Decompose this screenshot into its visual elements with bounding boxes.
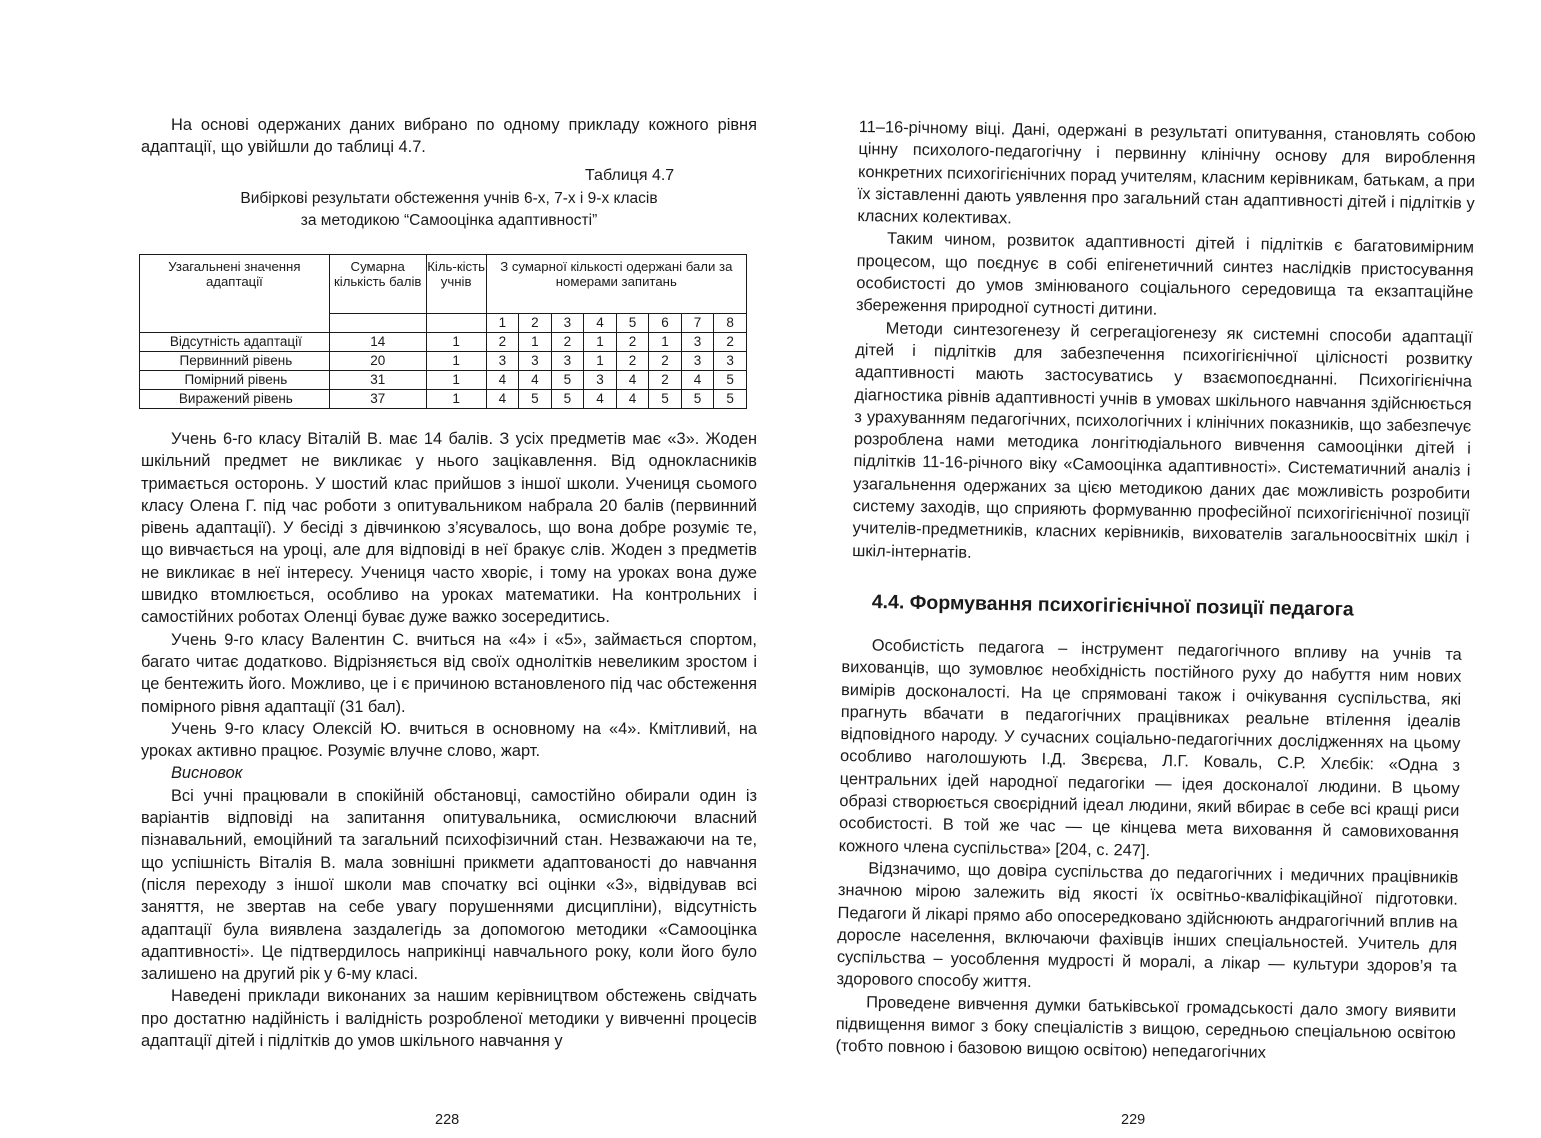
score-cell: 2	[649, 371, 682, 390]
question-number: 5	[616, 314, 649, 333]
section-heading: 4.4. Формування психогігієнічної позиції педагога	[871, 590, 1354, 621]
left-intro	[141, 114, 757, 159]
paragraph: Таким чином, розвиток адаптивності дітей і підлітків є багатовимірним процесом, що поєднує в собі епігенетичний синтез наслідків пристосування особистості до умов змінюваного соціального середовища та екзаптаційне збереження природної сутності дитини.	[855, 229, 1475, 320]
count-cell: 1	[426, 352, 486, 371]
right-body-text	[835, 634, 1462, 1067]
score-cell: 1	[519, 333, 552, 352]
question-number: 4	[584, 314, 617, 333]
score-cell: 2	[616, 333, 649, 352]
score-cell: 5	[714, 390, 747, 409]
paragraph: 11–16-річному віці. Дані, одержані в результаті опитування, становлять собою цінну психолого-педагогічну і первинну клінічну основу для вироблення конкретних психогігієнічних порад учителям, класним керівникам, батькам, а при їх зіставленні дають уявлення про загальний стан адаптивності дітей і підлітків у класних колективах.	[857, 117, 1476, 228]
score-cell: 4	[486, 371, 519, 390]
count-cell: 1	[426, 390, 486, 409]
score-cell: 4	[616, 390, 649, 409]
score-cell: 1	[584, 333, 617, 352]
total-cell: 14	[329, 333, 426, 352]
table-cell	[426, 314, 486, 333]
table-header-row	[140, 255, 747, 314]
score-cell: 3	[681, 352, 714, 371]
column-header: Кіль-кість учнів	[426, 255, 486, 314]
paragraph: Методи синтезогенезу й сегрегаціогенезу як системні способи адаптації дітей і підлітків для забезпечення психогігієнічної цілісності розвитку адаптивності мають застосуватись у взаємопоєднанні. Психогігієнічна діагностика рівнів адаптивності учнів в умовах шкільного навчання здійснюється з урахуванням педагогічних, психологічних і клінічних показників, що забезпечує розроблена нами методика лонгітюдіального вивчення самооцінки дітей і підлітків 11-16-річного віку «Самооцінка адаптивності». Систематичний аналіз і узагальнення одержаних за цією методикою даних дає можливість розробити систему заходів, що сприяють формуванню професійної психогігієнічної позиції учителів-предметників, класних керівників, вихователів загальноосвітніх шкіл і шкіл-інтернатів.	[852, 319, 1473, 562]
score-cell: 3	[681, 333, 714, 352]
score-cell: 5	[649, 390, 682, 409]
total-cell: 20	[329, 352, 426, 371]
score-cell: 5	[681, 390, 714, 409]
score-cell: 2	[616, 352, 649, 371]
score-cell: 3	[519, 352, 552, 371]
row-label: Помірний рівень	[140, 371, 330, 390]
table-number: Таблиця 4.7	[585, 167, 675, 184]
question-number: 2	[519, 314, 552, 333]
count-cell: 1	[426, 371, 486, 390]
paragraph: Наведені приклади виконаних за нашим керівництвом обстежень свідчать про достатню надійність і валідність розробленої методики у вивченні процесів адаптації дітей і підлітків до умов шкільного навчання у	[141, 987, 757, 1051]
score-cell: 3	[714, 352, 747, 371]
right-top-text	[852, 116, 1476, 572]
table-row	[140, 371, 747, 390]
total-cell: 37	[329, 390, 426, 409]
paragraph: Особистість педагога – інструмент педагогічного впливу на учнів та вихованців, що зумовлює необхідність постійного руху до набуття ним нових вимірів досконалості. На це спрямовані також і очікування суспільства, які прагнуть вбачати в педагогічних працівниках реальне втілення ідеалів відповідного народу. У сучасних соціально-педагогічних дослідженнях на цьому особливо наголошують І.Д. Звєрєва, Л.Г. Коваль, С.Р. Хлєбік: «Одна з центральних ідей народної педагогіки — ідея досконалої людини. В цьому образі створюється своєрідний ідеал людини, який вбирає в себе всі кращі риси особистості. В той же час — це кінцева мета виховання й самовиховання кожного члена суспільства» [204, с. 247].	[838, 636, 1462, 860]
paragraph: Учень 9-го класу Валентин С. вчиться на «4» і «5», займається спортом, багато читає додатково. Відрізняється від своїх однолітків невеликим зростом і це бентежить його. Можливо, це і є причиною встановленого під час обстеження помірного рівня адаптації (31 бал).	[141, 630, 757, 716]
row-label: Відсутність адаптації	[140, 333, 330, 352]
question-number: 8	[714, 314, 747, 333]
score-cell: 5	[551, 390, 584, 409]
column-header: З сумарної кількості одержані бали за номерами запитань	[486, 255, 746, 314]
score-cell: 2	[649, 352, 682, 371]
score-cell: 4	[681, 371, 714, 390]
score-cell: 4	[584, 390, 617, 409]
table-cell	[329, 314, 426, 333]
score-cell: 2	[714, 333, 747, 352]
left-body	[141, 428, 757, 1052]
paragraph: На основі одержаних даних вибрано по одному прикладу кожного рівня адаптації, що увійшли до таблиці 4.7.	[141, 116, 757, 157]
table-row	[140, 352, 747, 371]
table-row	[140, 390, 747, 409]
table-caption	[141, 188, 757, 232]
score-cell: 2	[551, 333, 584, 352]
count-cell: 1	[426, 333, 486, 352]
column-header: Сумарна кількість балів	[329, 255, 426, 314]
table-caption-line: Вибіркові результати обстеження учнів 6-х, 7-х і 9-х класів	[240, 190, 658, 207]
score-cell: 1	[584, 352, 617, 371]
question-number: 1	[486, 314, 519, 333]
paragraph: Всі учні працювали в спокійній обстановці, самостійно обирали один із варіантів відповіді на запитання опитувальника, осмислюючи власний пізнавальний, емоційний та загальний психофізичний стан. Незважаючи на те, що успішність Віталія В. мала зовнішні прикмети адаптованості до навчання (після переходу з іншої школи мав спочатку всі оцінки «3», відвідував всі заняття, не звертав на себе увагу порушеннями дисципліни), відсутність адаптації була виявлена заздалегідь за допомогою методики «Самооцінка адаптивності». Це підтвердилось наприкінці навчального року, коли його було залишено на другий рік у 6-му класі.	[141, 786, 757, 984]
score-cell: 5	[714, 371, 747, 390]
table-row	[140, 333, 747, 352]
score-cell: 4	[519, 371, 552, 390]
total-cell: 31	[329, 371, 426, 390]
score-cell: 5	[551, 371, 584, 390]
column-header: Узагальнені значення адаптації	[140, 255, 330, 333]
question-number: 3	[551, 314, 584, 333]
score-cell: 1	[649, 333, 682, 352]
paragraph: Учень 9-го класу Олексій Ю. вчиться в основному на «4». Кмітливий, на уроках активно працює. Розуміє влучне слово, жарт.	[141, 719, 757, 761]
question-number: 6	[649, 314, 682, 333]
row-label: Первинний рівень	[140, 352, 330, 371]
score-cell: 4	[486, 390, 519, 409]
score-cell: 3	[551, 352, 584, 371]
row-label: Виражений рівень	[140, 390, 330, 409]
page-number: 229	[1121, 1112, 1146, 1128]
page-number: 228	[435, 1112, 460, 1128]
conclusion-label: Висновок	[171, 764, 243, 783]
score-cell: 4	[616, 371, 649, 390]
score-cell: 5	[519, 390, 552, 409]
paragraph: Проведене вивчення думки батьківської громадськості дало змогу виявити підвищення вимог з боку спеціалістів з вищою, середньою спеціальною освітою (тобто повною і базовою вищою освітою) непедагогічних	[835, 993, 1457, 1063]
paragraph: Учень 6-го класу Віталій В. має 14 балів. З усіх предметів має «3». Жоден шкільний предмет не викликає у нього зацікавлення. Від однокласників тримається осторонь. У шостий клас прийшов з іншої школи. Учениця сьомого класу Олена Г. під час роботи з опитувальником набрала 20 балів (первинний рівень адаптації). У бесіді з дівчинкою з’ясувалось, що вона добре розуміє те, що вивчається на уроці, але для відповіді в неї бракує слів. Жоден з предметів не викликає в неї інтересу. Учениця часто хворіє, і тому на уроках вона дуже швидко втомлюється, особливо на уроках математики. На контрольних і самостійних роботах Оленці буває дуже важко зосередитись.	[141, 430, 757, 627]
score-cell: 3	[584, 371, 617, 390]
paragraph: Відзначимо, що довіра суспільства до педагогічних і медичних працівників значною мірою залежить від якості їх освітньо-кваліфікаційної підготовки. Педагоги й лікарі прямо або опосередковано здійснюють андрагогічний вплив на доросле населення, включаючи фахівців інших спеціальностей. Учитель для суспільства – уособлення мудрості й моралі, а лікар — культури здоров’я та здорового способу життя.	[836, 859, 1459, 992]
score-cell: 3	[486, 352, 519, 371]
results-table	[139, 254, 747, 409]
question-number: 7	[681, 314, 714, 333]
score-cell: 2	[486, 333, 519, 352]
table-caption-line: за методикою “Самооцінка адаптивності”	[300, 212, 598, 229]
